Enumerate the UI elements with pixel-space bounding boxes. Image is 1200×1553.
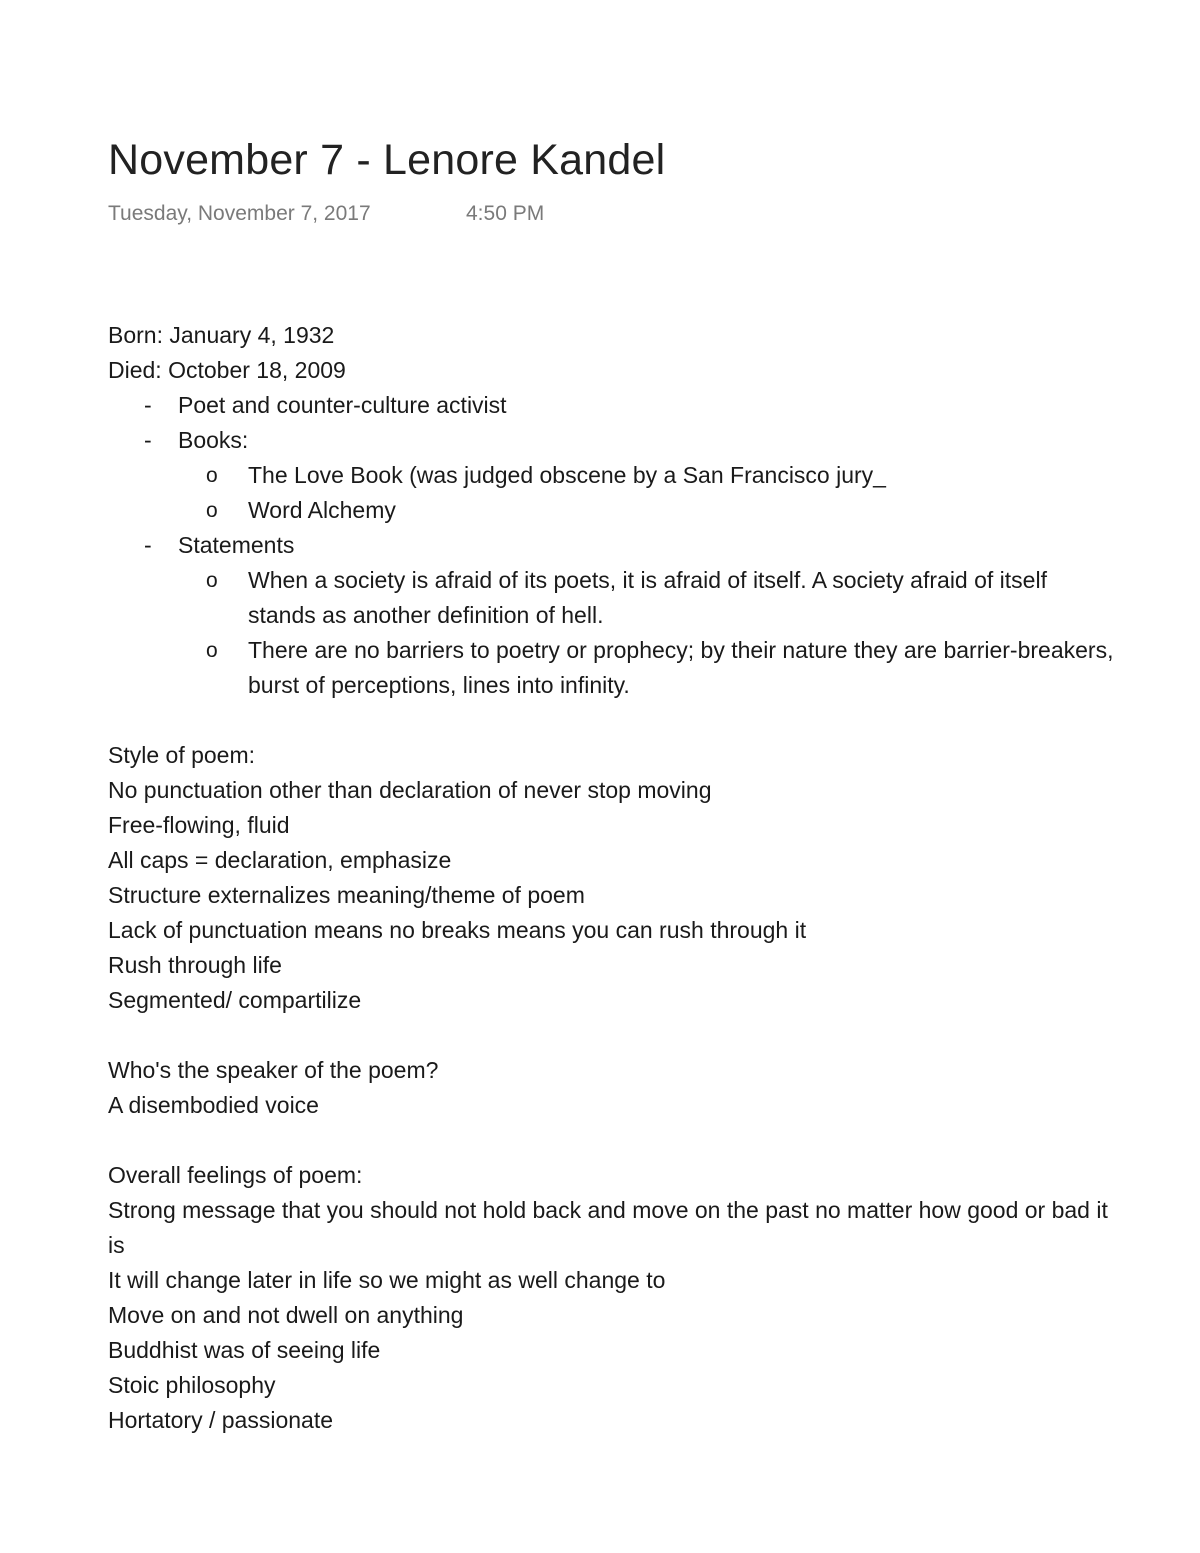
bullet-text: Poet and counter-culture activist	[178, 392, 507, 418]
bullet-text: Statements	[178, 532, 295, 558]
note-body	[108, 318, 1118, 1438]
note-line: Free-flowing, fluid	[108, 812, 290, 838]
note-line: Buddhist was of seeing life	[108, 1337, 381, 1363]
list-item	[108, 423, 1118, 458]
bullet-text: When a society is afraid of its poets, it is afraid of itself. A society afraid of itself stands as another definition of hell.	[248, 567, 1047, 628]
bullet-text: Books:	[178, 427, 249, 453]
note-page	[108, 132, 1118, 1438]
note-line: No punctuation other than declaration of never stop moving	[108, 777, 712, 803]
dash-bullet: -	[144, 532, 152, 558]
spacer	[108, 703, 1118, 738]
note-line: All caps = declaration, emphasize	[108, 847, 452, 873]
bullet-text: The Love Book (was judged obscene by a San Francisco jury_	[248, 462, 886, 488]
note-line: Strong message that you should not hold back and move on the past no matter how good or bad it is	[108, 1197, 1108, 1258]
note-line: Hortatory / passionate	[108, 1407, 334, 1433]
note-line: A disembodied voice	[108, 1092, 319, 1118]
list-item	[108, 388, 1118, 423]
dash-bullet: -	[144, 427, 152, 453]
note-line: Segmented/ compartilize	[108, 987, 362, 1013]
note-line: Lack of punctuation means no breaks means you can rush through it	[108, 917, 807, 943]
section-heading: Style of poem:	[108, 742, 256, 768]
note-line: Stoic philosophy	[108, 1372, 276, 1398]
note-line: Rush through life	[108, 952, 282, 978]
circle-bullet: o	[206, 639, 218, 662]
born-line: Born: January 4, 1932	[108, 322, 335, 348]
spacer	[108, 1018, 1118, 1053]
note-line: Structure externalizes meaning/theme of poem	[108, 882, 585, 908]
list-item	[108, 458, 1118, 493]
page-title: November 7 - Lenore Kandel	[108, 136, 666, 184]
list-item	[108, 563, 1118, 633]
list-item	[108, 493, 1118, 528]
circle-bullet: o	[206, 569, 218, 592]
died-line: Died: October 18, 2009	[108, 357, 346, 383]
circle-bullet: o	[206, 499, 218, 522]
page-date: Tuesday, November 7, 2017	[108, 202, 371, 225]
spacer	[108, 1123, 1118, 1158]
note-line: It will change later in life so we might as well change to	[108, 1267, 666, 1293]
page-meta	[108, 200, 1118, 228]
note-line: Move on and not dwell on anything	[108, 1302, 464, 1328]
section-heading: Who's the speaker of the poem?	[108, 1057, 439, 1083]
bullet-text: Word Alchemy	[248, 497, 396, 523]
circle-bullet: o	[206, 464, 218, 487]
list-item	[108, 528, 1118, 563]
bullet-text: There are no barriers to poetry or prophecy; by their nature they are barrier-breakers, burst of perceptions, lines into infinity.	[248, 637, 1114, 698]
list-item	[108, 633, 1118, 703]
page-time: 4:50 PM	[466, 202, 545, 225]
dash-bullet: -	[144, 392, 152, 418]
section-heading: Overall feelings of poem:	[108, 1162, 363, 1188]
